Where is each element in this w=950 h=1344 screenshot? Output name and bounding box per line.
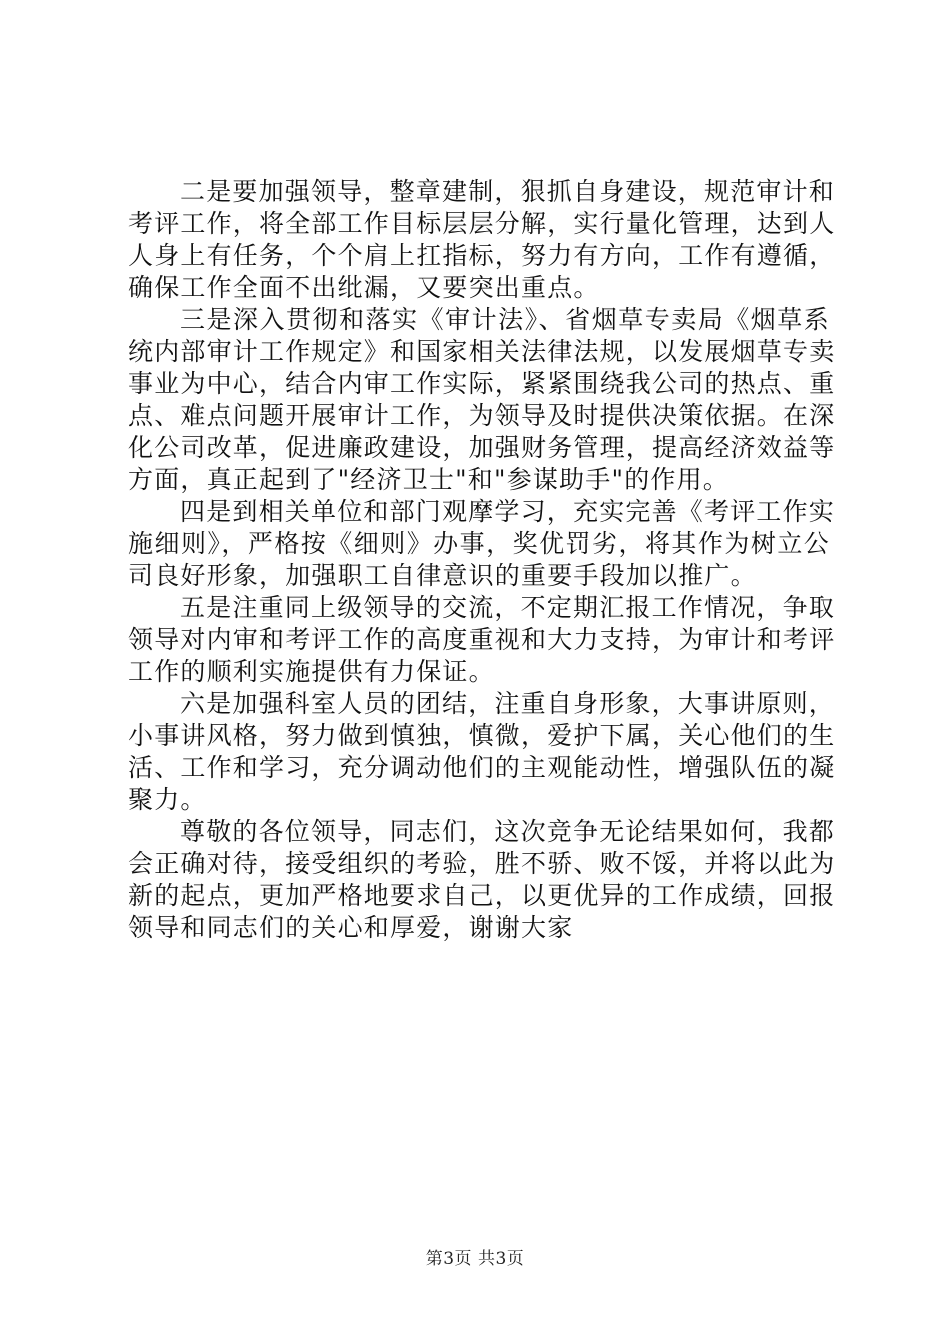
- page-number-footer: 第3页 共3页: [425, 1249, 525, 1269]
- paragraph-2: [128, 176, 836, 304]
- text-line: 四是到相关单位和部门观摩学习，充实完善《考评工作实: [180, 497, 836, 526]
- text-line: 新的起点，更加严格地要求自己，以更优异的工作成绩，回报: [128, 881, 836, 910]
- text-line: 领导和同志们的关心和厚爱，谢谢大家: [128, 913, 574, 942]
- text-line: 确保工作全面不出纰漏，又要突出重点。: [128, 273, 600, 302]
- text-line: 尊敬的各位领导，同志们，这次竞争无论结果如何，我都: [180, 817, 836, 846]
- paragraph-5: [128, 592, 836, 688]
- body-text: [128, 176, 836, 944]
- paragraph-4: [128, 496, 836, 592]
- paragraph-3: [128, 304, 836, 496]
- paragraph-6: [128, 688, 836, 816]
- text-line: 活、工作和学习，充分调动他们的主观能动性，增强队伍的凝: [128, 753, 836, 782]
- text-line: 二是要加强领导，整章建制，狠抓自身建设，规范审计和: [180, 177, 836, 206]
- text-line: 点、难点问题开展审计工作，为领导及时提供决策依据。在深: [128, 401, 836, 430]
- text-line: 统内部审计工作规定》和国家相关法律法规，以发展烟草专卖: [128, 337, 836, 366]
- text-line: 考评工作，将全部工作目标层层分解，实行量化管理，达到人: [128, 209, 836, 238]
- text-line: 事业为中心，结合内审工作实际，紧紧围绕我公司的热点、重: [128, 369, 836, 398]
- text-line: 领导对内审和考评工作的高度重视和大力支持，为审计和考评: [128, 625, 836, 654]
- text-line: 六是加强科室人员的团结，注重自身形象，大事讲原则，: [180, 689, 836, 718]
- text-line: 小事讲风格，努力做到慎独，慎微，爱护下属，关心他们的生: [128, 721, 836, 750]
- text-line: 方面，真正起到了"经济卫士"和"参谋助手"的作用。: [128, 465, 729, 494]
- text-line: 施细则》，严格按《细则》办事，奖优罚劣，将其作为树立公: [128, 529, 830, 558]
- text-line: 工作的顺利实施提供有力保证。: [128, 657, 495, 686]
- closing-paragraph: [128, 816, 836, 944]
- text-line: 三是深入贯彻和落实《审计法》、省烟草专卖局《烟草系: [180, 305, 830, 334]
- text-line: 五是注重同上级领导的交流，不定期汇报工作情况，争取: [180, 593, 836, 622]
- text-line: 司良好形象，加强职工自律意识的重要手段加以推广。: [128, 561, 757, 590]
- text-line: 人身上有任务，个个肩上扛指标，努力有方向，工作有遵循，: [128, 241, 836, 270]
- text-line: 聚力。: [128, 785, 207, 814]
- text-line: 化公司改革，促进廉政建设，加强财务管理，提高经济效益等: [128, 433, 836, 462]
- text-line: 会正确对待，接受组织的考验，胜不骄、败不馁，并将以此为: [128, 849, 836, 878]
